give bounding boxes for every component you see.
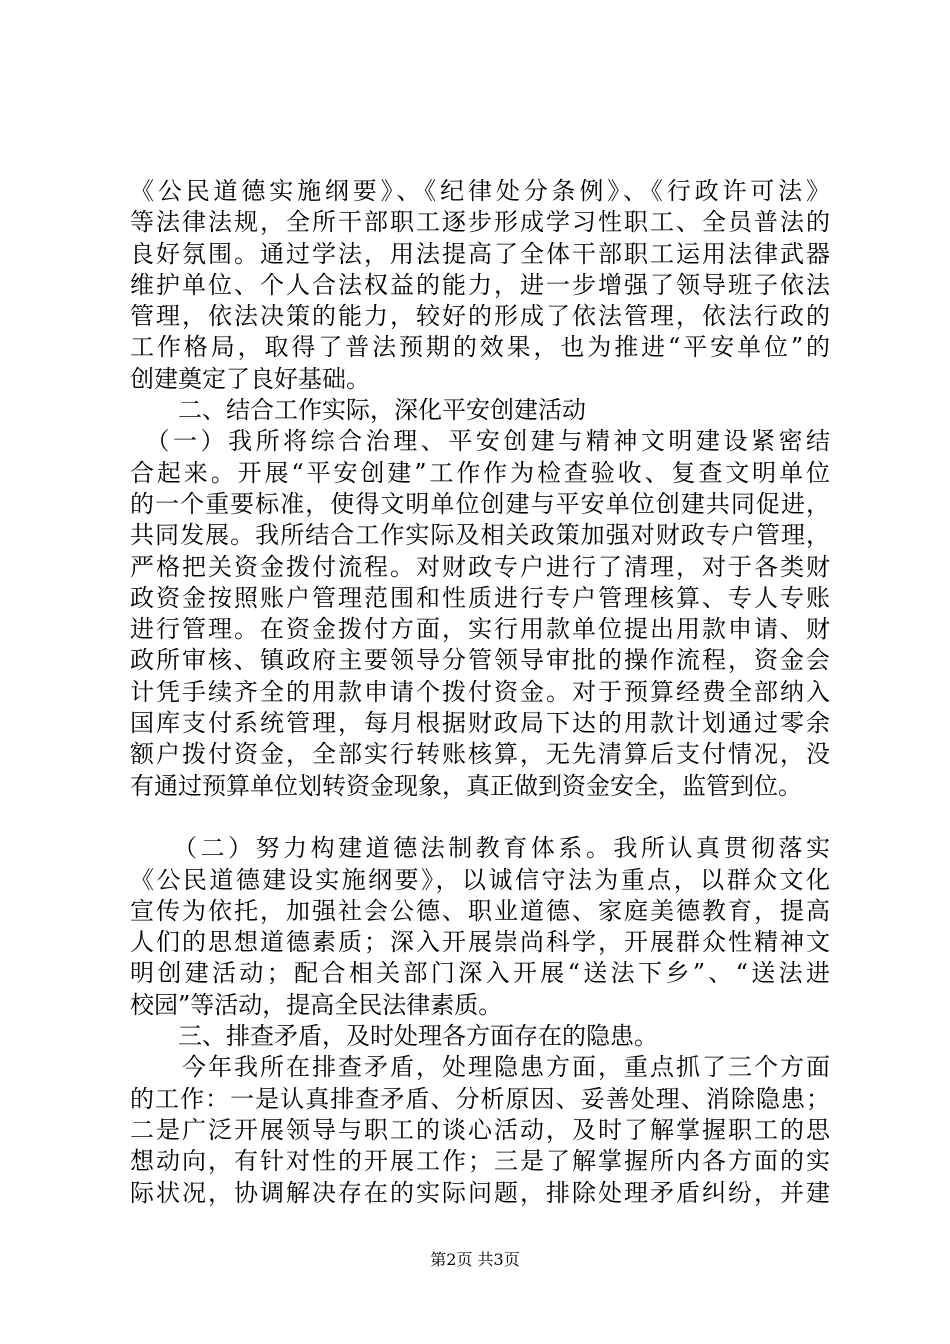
paragraph xyxy=(130,833,830,1021)
text-line: 《公民道德实施纲要》、《纪律处分条例》、《行政许可法》 xyxy=(130,177,830,205)
text-line: 严格把关资金拨付流程。对财政专户进行了清理，对于各类财 xyxy=(130,552,830,581)
text-line: 政所审核、镇政府主要领导分管领导审批的操作流程，资金会 xyxy=(130,646,830,675)
document-body xyxy=(130,176,830,1209)
paragraph xyxy=(130,1021,830,1052)
text-line: 有通过预算单位划转资金现象，真正做到资金安全，监管到位。 xyxy=(130,771,802,800)
text-line: 共同发展。我所结合工作实际及相关政策加强对财政专户管理， xyxy=(130,521,830,550)
text-line: 的一个重要标准，使得文明单位创建与平安单位创建共同促进， xyxy=(130,489,830,518)
text-line: 等法律法规，全所干部职工逐步形成学习性职工、全员普法的 xyxy=(130,208,830,237)
paragraph xyxy=(130,426,830,802)
text-line: 管理，依法决策的能力，较好的形成了依法管理，依法行政的 xyxy=(130,302,830,331)
text-line: 进行管理。在资金拨付方面，实行用款单位提出用款申请、财 xyxy=(130,615,830,644)
text-line: 二是广泛开展领导与职工的谈心活动，及时了解掌握职工的思 xyxy=(130,1115,830,1144)
text-line: 维护单位、个人合法权益的能力，进一步增强了领导班子依法 xyxy=(130,270,830,299)
text-line: 《公民道德建设实施纲要》，以诚信守法为重点，以群众文化 xyxy=(130,865,830,894)
text-line: 创建奠定了良好基础。 xyxy=(130,364,370,393)
text-line: 今年我所在排查矛盾，处理隐患方面，重点抓了三个方面 xyxy=(130,1053,830,1082)
text-line: 宣传为依托，加强社会公德、职业道德、家庭美德教育，提高 xyxy=(130,896,830,925)
page-footer: 第2页 共3页 xyxy=(430,1250,520,1269)
text-line: 国库支付系统管理，每月根据财政局下达的用款计划通过零余 xyxy=(130,709,830,738)
text-line: 校园”等活动，提高全民法律素质。 xyxy=(130,990,503,1019)
text-line: 计凭手续齐全的用款申请个拨付资金。对于预算经费全部纳入 xyxy=(130,677,830,706)
text-line: （一）我所将综合治理、平安创建与精神文明建设紧密结 xyxy=(130,427,830,456)
text-line: （二）努力构建道德法制教育体系。我所认真贯彻落实 xyxy=(130,834,830,863)
paragraph xyxy=(130,395,830,426)
text-line: 明创建活动；配合相关部门深入开展“送法下乡”、“送法进 xyxy=(130,959,830,988)
text-line: 合起来。开展“平安创建”工作作为检查验收、复查文明单位 xyxy=(130,458,830,487)
text-line: 际状况，协调解决存在的实际问题，排除处理矛盾纠纷，并建 xyxy=(130,1178,830,1207)
text-line: 良好氛围。通过学法，用法提高了全体干部职工运用法律武器 xyxy=(130,239,830,268)
paragraph-gap xyxy=(130,802,830,833)
text-line: 额户拨付资金，全部实行转账核算，无先清算后支付情况，没 xyxy=(130,740,830,769)
paragraph xyxy=(130,176,830,395)
text-line: 二、结合工作实际，深化平安创建活动 xyxy=(130,396,586,425)
paragraph xyxy=(130,1052,830,1208)
text-line: 人们的思想道德素质；深入开展崇尚科学，开展群众性精神文 xyxy=(130,928,830,957)
text-line: 政资金按照账户管理范围和性质进行专户管理核算、专人专账 xyxy=(130,583,830,612)
text-line: 想动向，有针对性的开展工作；三是了解掌握所内各方面的实 xyxy=(130,1147,830,1176)
text-line: 的工作：一是认真排查矛盾、分析原因、妥善处理、消除隐患； xyxy=(130,1084,830,1113)
text-line: 三、排查矛盾，及时处理各方面存在的隐患。 xyxy=(130,1022,658,1051)
text-line: 工作格局，取得了普法预期的效果，也为推进“平安单位”的 xyxy=(130,333,830,362)
